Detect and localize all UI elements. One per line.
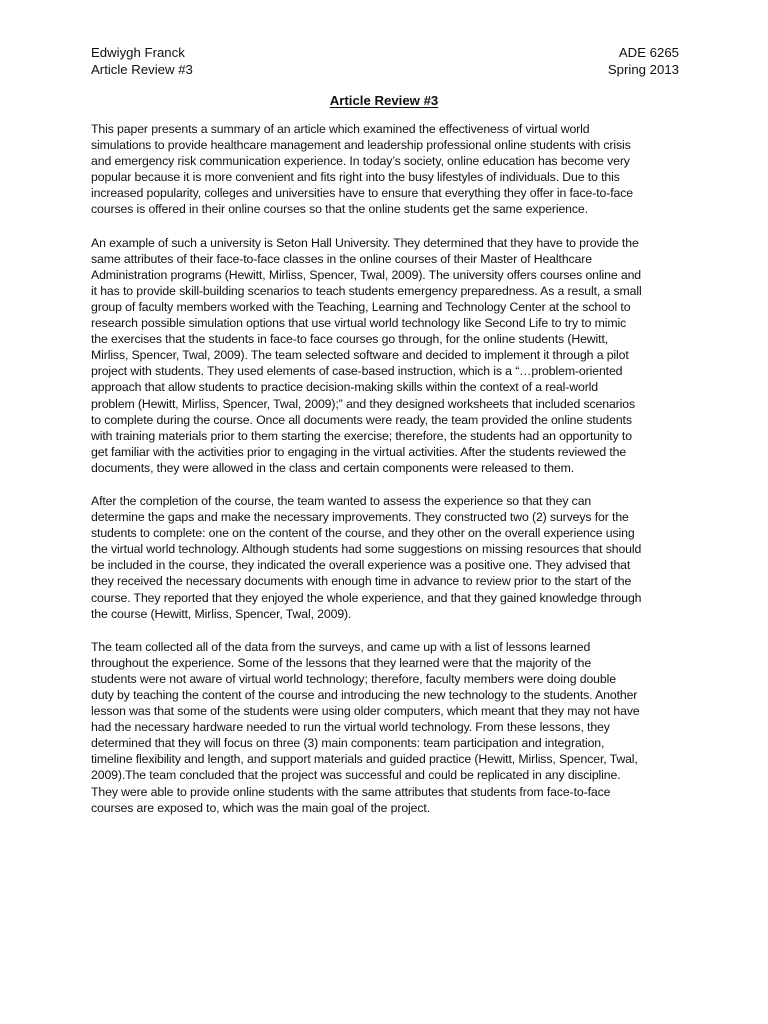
text-line: project with students. They used elements of case-based instruction, which is a “…problem-oriented — [91, 364, 623, 379]
author-name: Edwiygh Franck — [91, 45, 185, 60]
course-code: ADE 6265 — [618, 45, 679, 60]
text-line: courses is offered in their online courses so that the online students get the same experience. — [91, 202, 588, 217]
text-line: students to complete: one on the content of the course, and they other on the overall experience using — [91, 526, 635, 541]
page-header — [91, 44, 679, 78]
text-line: documents, they were allowed in the class and certain components were released to them. — [91, 460, 575, 475]
text-line: determined that they will focus on three (3) main components: team participation and integration, — [91, 736, 605, 751]
text-line: After the completion of the course, the team wanted to assess the experience so that they can — [91, 493, 592, 508]
text-line: research possible simulation options that use virtual world technology like Second Life to try to mimic — [91, 316, 627, 331]
text-line: timeline flexibility and length, and support materials and guided practice (Hewitt, Mirliss, Spencer, Twal, — [91, 752, 638, 767]
text-line: The team collected all of the data from the surveys, and came up with a list of lessons learned — [91, 639, 591, 654]
text-line: the exercises that the students in face-to face courses go through, for the online students (Hewitt, — [91, 332, 609, 347]
text-line: throughout the experience. Some of the lessons that they learned were that the majority of the — [91, 655, 592, 670]
text-line: approach that allow students to practice decision-making skills within the context of a real-world — [91, 380, 599, 395]
text-line: the virtual world technology. Although students had some suggestions on missing resources that should — [91, 542, 642, 557]
text-line: Mirliss, Spencer, Twal, 2009). The team selected software and decided to implement it through a pilot — [91, 348, 629, 363]
text-line: lesson was that some of the students were using older computers, which meant that they may not have — [91, 704, 640, 719]
text-line: popular because it is more convenient and fits right into the busy lifestyles of individuals. Due to this — [91, 170, 620, 185]
term: Spring 2013 — [607, 62, 679, 77]
document-title: Article Review #3 — [329, 93, 439, 108]
paragraph-2 — [91, 235, 687, 476]
paragraph-4 — [91, 639, 687, 816]
text-line: An example of such a university is Seton Hall University. They determined that they have to provide the — [91, 235, 639, 250]
header-subtitle: Article Review #3 — [91, 62, 193, 77]
text-line: group of faculty members worked with the Teaching, Learning and Technology Center at the school to — [91, 299, 631, 314]
paragraph-3 — [91, 493, 687, 622]
text-line: to complete during the course. Once all documents were ready, the team provided the online students — [91, 412, 632, 427]
text-line: Administration programs (Hewitt, Mirliss, Spencer, Twal, 2009). The university offers courses online and — [91, 267, 642, 282]
text-line: it has to provide skill-building scenarios to teach students emergency preparedness. As a result, a small — [91, 283, 642, 298]
text-line: students were not aware of virtual world technology; therefore, faculty members were doing double — [91, 671, 616, 686]
paragraph-1 — [91, 121, 687, 218]
text-line: be included in the course, they indicated the overall experience was a positive one. They advised that — [91, 558, 631, 573]
text-line: with training materials prior to them starting the exercise; therefore, the students had an opportunity to — [91, 428, 632, 443]
header-row-1 — [91, 44, 679, 61]
header-row-2 — [91, 61, 679, 78]
text-line: determine the gaps and make the necessary improvements. They constructed two (2) surveys for the — [91, 510, 629, 525]
text-line: get familiar with the activities prior to engaging in the virtual activities. After the students reviewed the — [91, 444, 627, 459]
text-line: simulations to provide healthcare management and leadership professional online students with crisis — [91, 138, 631, 153]
text-line: courses are exposed to, which was the main goal of the project. — [91, 800, 430, 815]
text-line: This paper presents a summary of an article which examined the effectiveness of virtual world — [91, 122, 590, 136]
text-line: same attributes of their face-to-face classes in the online courses of their Master of Healthcare — [91, 251, 592, 266]
text-line: the course (Hewitt, Mirliss, Spencer, Twal, 2009). — [91, 606, 352, 621]
document-title-wrap — [0, 92, 768, 109]
text-line: course. They reported that they enjoyed the whole experience, and that they gained knowledge through — [91, 590, 642, 605]
text-line: They were able to provide online students with the same attributes that students from face-to-face — [91, 784, 611, 799]
text-line: problem (Hewitt, Mirliss, Spencer, Twal, 2009);” and they designed worksheets that included scenarios — [91, 396, 636, 411]
document-body — [91, 121, 687, 833]
text-line: they received the necessary documents with enough time in advance to review prior to the start of the — [91, 574, 632, 589]
text-line: 2009).The team concluded that the project was successful and could be replicated in any discipline. — [91, 768, 621, 783]
text-line: and emergency risk communication experience. In today’s society, online education has become very — [91, 154, 630, 169]
text-line: had the necessary hardware needed to run the virtual world technology. From these lessons, they — [91, 720, 610, 735]
text-line: increased popularity, colleges and universities have to ensure that everything they offer in face-to-face — [91, 186, 633, 201]
text-line: duty by teaching the content of the course and introducing the new technology to the students. Another — [91, 688, 638, 702]
